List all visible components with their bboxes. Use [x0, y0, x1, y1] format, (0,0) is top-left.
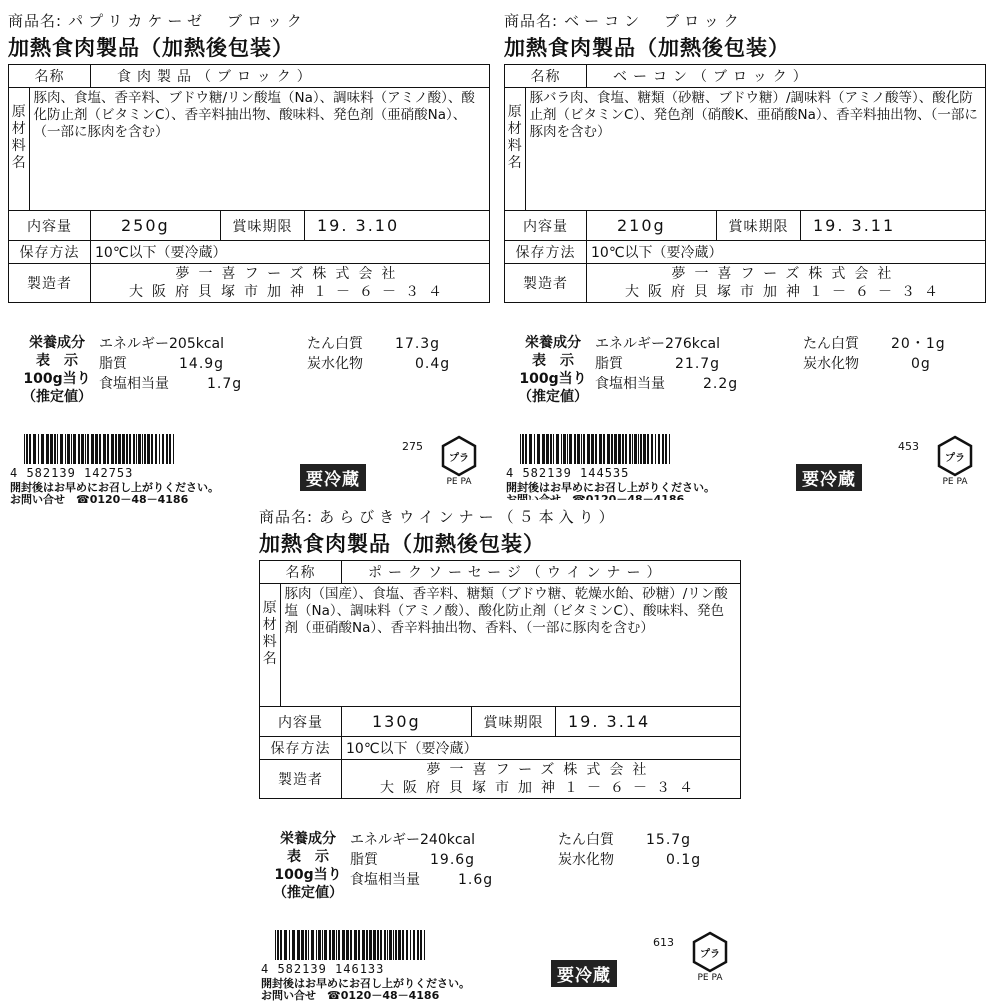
- note-open: 開封後はお早めにお召し上がりください。: [506, 481, 715, 494]
- barcode-bar: [60, 434, 63, 464]
- plastic-recycle-icon: [936, 434, 974, 486]
- note-contact: お問い合せ ☎0120－48－4186: [261, 989, 440, 1002]
- barcode-bar: [546, 434, 549, 464]
- barcode-bar: [387, 930, 388, 960]
- info-table: [504, 64, 986, 303]
- barcode-icon: [275, 930, 427, 960]
- recycle-mark: プラ: [945, 453, 965, 464]
- barcode-bar: [647, 434, 649, 464]
- barcode-bar: [591, 434, 594, 464]
- product-name: パプリカケーゼ ブロック: [68, 12, 307, 30]
- carb-label: 炭水化物: [803, 356, 859, 372]
- barcode-bar: [569, 434, 572, 464]
- barcode-bar: [614, 434, 617, 464]
- barcode-bar: [85, 434, 86, 464]
- maker-value: [91, 264, 490, 303]
- ingredients-text: 豚肉（国産）、食塩、香辛料、糖類（ブドウ糖、乾燥水飴、砂糖）/リン酸塩（Na）、調味料（アミノ酸）、酸化防止剤（ビタミンC）、酸味料、発色剤（亜硝酸Na）、香辛料抽出物、香料、（一部に豚肉を含む）: [284, 586, 728, 636]
- barcode-bar: [420, 930, 422, 960]
- shomikigen-value: 19. 3.11: [801, 211, 986, 241]
- note-open: 開封後はお早めにお召し上がりください。: [261, 977, 470, 990]
- barcode-bar: [581, 434, 582, 464]
- refrigerate-stamp: 要冷蔵: [551, 960, 617, 987]
- barcode-bar: [595, 434, 597, 464]
- barcode-bar: [338, 930, 340, 960]
- barcode-bar: [50, 434, 53, 464]
- shomikigen-label: 賞味期限: [472, 707, 556, 737]
- barcode-bar: [658, 434, 660, 464]
- energy-label: エネルギー: [350, 832, 420, 848]
- barcode-bar: [398, 930, 401, 960]
- barcode-bar: [162, 434, 164, 464]
- naiyoryo-value: 130g: [342, 707, 472, 737]
- barcode-bar: [634, 434, 637, 464]
- barcode-bar: [643, 434, 646, 464]
- barcode-bar: [362, 930, 365, 960]
- carb-value: 0.1g: [666, 852, 702, 868]
- fat-value: 21.7g: [675, 356, 721, 372]
- barcode-bar: [336, 930, 337, 960]
- barcode-bar: [118, 434, 121, 464]
- protein-value: 17.3g: [395, 336, 441, 352]
- barcode-bar: [133, 434, 135, 464]
- barcode-bar: [67, 434, 70, 464]
- barcode-digits: 4 582139 142753: [10, 466, 134, 480]
- fat-label: 脂質: [99, 356, 127, 372]
- barcode-bar: [38, 434, 39, 464]
- barcode-bar: [567, 434, 568, 464]
- carb-label: 炭水化物: [307, 356, 363, 372]
- barcode-bar: [550, 434, 552, 464]
- barcode-bar: [126, 434, 128, 464]
- product-name-label: 商品名:: [8, 12, 63, 30]
- barcode-bar: [534, 434, 535, 464]
- barcode-bar: [129, 434, 131, 464]
- barcode-bar: [324, 930, 327, 960]
- product-name: ベーコン ブロック: [564, 12, 744, 30]
- hozon-label: 保存方法: [505, 241, 587, 264]
- protein-value: 20・1g: [891, 336, 946, 352]
- barcode-bar: [41, 434, 44, 464]
- barcode-bar: [332, 930, 335, 960]
- salt-label: 食塩相当量: [350, 872, 420, 888]
- barcode-bar: [297, 930, 300, 960]
- recycle-materials: PE PA: [942, 477, 968, 486]
- energy-label: エネルギー: [99, 336, 169, 352]
- energy-label: エネルギー: [595, 336, 665, 352]
- plastic-recycle-icon: [691, 930, 729, 982]
- carb-value: 0g: [911, 356, 931, 372]
- barcode-bar: [275, 930, 276, 960]
- info-table: [8, 64, 490, 303]
- protein-value: 15.7g: [646, 832, 692, 848]
- barcode-bar: [384, 930, 386, 960]
- naiyoryo-label: 内容量: [505, 211, 587, 241]
- barcode-bar: [583, 434, 585, 464]
- shomikigen-value: 19. 3.14: [556, 707, 741, 737]
- salt-value: 2.2g: [703, 376, 739, 392]
- code-number: 275: [402, 440, 423, 453]
- nutrition-title: 栄養成分 表 示 100g当り （推定値）: [22, 335, 92, 405]
- refrigerate-stamp: 要冷蔵: [796, 464, 862, 491]
- barcode-bar: [316, 930, 317, 960]
- recycle-mark: プラ: [700, 949, 720, 960]
- seizo-label: 製造者: [9, 264, 91, 303]
- hozon-label: 保存方法: [260, 737, 342, 760]
- barcode-digits: 4 582139 146133: [261, 962, 385, 976]
- barcode-bar: [159, 434, 160, 464]
- barcode-bar: [33, 434, 36, 464]
- barcode-bar: [329, 930, 331, 960]
- ingredients-label: 原 材 料 名: [505, 88, 525, 210]
- barcode-bar: [522, 434, 524, 464]
- meisho-value: ポークソーセージ（ウインナー）: [342, 561, 741, 584]
- barcode-bar: [556, 434, 559, 464]
- barcode-bar: [632, 434, 633, 464]
- label-heading: 加熱食肉製品（加熱後包装）: [504, 36, 790, 60]
- barcode-bar: [54, 434, 56, 464]
- naiyoryo-value: 250g: [91, 211, 221, 241]
- barcode-bar: [26, 434, 28, 464]
- barcode-bar: [107, 434, 109, 464]
- barcode-bar: [665, 434, 667, 464]
- barcode-bar: [395, 930, 397, 960]
- hozon-label: 保存方法: [9, 241, 91, 264]
- barcode-bar: [607, 434, 610, 464]
- barcode-bar: [151, 434, 153, 464]
- contact-note: [261, 978, 470, 1002]
- recycle-materials: PE PA: [697, 973, 723, 982]
- barcode-bar: [29, 434, 31, 464]
- plastic-recycle-icon: [440, 434, 478, 486]
- fat-label: 脂質: [350, 852, 378, 868]
- note-open: 開封後はお早めにお召し上がりください。: [10, 481, 219, 494]
- barcode-bar: [603, 434, 605, 464]
- barcode-bar: [136, 434, 137, 464]
- barcode-bar: [81, 434, 84, 464]
- ingredients-text: 豚肉、食塩、香辛料、ブドウ糖/リン酸塩（Na）、調味料（アミノ酸）、酸化防止剤（ビタミンC）、香辛料抽出物、酸味料、発色剤（亜硝酸Na）、（一部に豚肉を含む）: [33, 90, 475, 140]
- naiyoryo-label: 内容量: [260, 707, 342, 737]
- meisho-value: ベーコン（ブロック）: [587, 65, 986, 88]
- barcode-bar: [622, 434, 624, 464]
- seizo-label: 製造者: [260, 760, 342, 799]
- meisho-value: 食肉製品（ブロック）: [91, 65, 490, 88]
- barcode-bar: [406, 930, 408, 960]
- barcode-bar: [322, 930, 323, 960]
- barcode-bar: [111, 434, 114, 464]
- shomikigen-label: 賞味期限: [717, 211, 801, 241]
- seizo-label: 製造者: [505, 264, 587, 303]
- barcode-bar: [574, 434, 576, 464]
- hozon-value: 10℃以下（要冷蔵）: [587, 241, 986, 264]
- barcode-bar: [280, 930, 282, 960]
- barcode-bar: [46, 434, 49, 464]
- barcode-bar: [142, 434, 143, 464]
- protein-label: たん白質: [803, 336, 859, 352]
- note-contact: お問い合せ ☎0120－48－4186: [10, 493, 189, 506]
- barcode-bar: [373, 930, 376, 960]
- meisho-label: 名称: [505, 65, 587, 88]
- meisho-label: 名称: [260, 561, 342, 584]
- barcode-bar: [599, 434, 602, 464]
- protein-label: たん白質: [307, 336, 363, 352]
- barcode-bar: [377, 930, 379, 960]
- barcode-bar: [417, 930, 419, 960]
- shomikigen-label: 賞味期限: [221, 211, 305, 241]
- ingredients-label: 原 材 料 名: [260, 584, 280, 706]
- protein-label: たん白質: [558, 832, 614, 848]
- barcode-bar: [669, 434, 670, 464]
- barcode-bar: [638, 434, 639, 464]
- barcode-bar: [103, 434, 106, 464]
- barcode-bar: [71, 434, 72, 464]
- energy-value: 276kcal: [665, 336, 720, 352]
- barcode-bar: [24, 434, 25, 464]
- code-number: 453: [898, 440, 919, 453]
- barcode-bar: [611, 434, 613, 464]
- barcode-bar: [166, 434, 168, 464]
- nutrition-title: 栄養成分 表 示 100g当り （推定値）: [518, 335, 588, 405]
- recycle-mark: プラ: [449, 453, 469, 464]
- maker-name: 夢一喜フーズ株式会社: [426, 762, 656, 778]
- barcode-bar: [346, 930, 349, 960]
- maker-value: [342, 760, 741, 799]
- barcode-bar: [413, 930, 415, 960]
- maker-address: 大阪府貝塚市加神１－６－３４: [380, 780, 702, 796]
- product-name-line: [259, 506, 619, 527]
- barcode-bar: [138, 434, 141, 464]
- barcode-bar: [389, 930, 392, 960]
- carb-value: 0.4g: [415, 356, 451, 372]
- product-label: [4, 4, 494, 504]
- barcode-bar: [380, 930, 382, 960]
- barcode-bar: [402, 930, 404, 960]
- nutrition-title: 栄養成分 表 示 100g当り （推定値）: [273, 831, 343, 901]
- ingredients-label: 原 材 料 名: [9, 88, 29, 210]
- hozon-value: 10℃以下（要冷蔵）: [91, 241, 490, 264]
- barcode-bar: [577, 434, 580, 464]
- barcode-bar: [625, 434, 627, 464]
- barcode-bar: [342, 930, 345, 960]
- barcode-bar: [529, 434, 532, 464]
- barcode-bar: [618, 434, 621, 464]
- barcode-bar: [122, 434, 125, 464]
- barcode-bar: [350, 930, 352, 960]
- barcode-bar: [311, 930, 314, 960]
- barcode-bar: [629, 434, 631, 464]
- ingredients-text: 豚バラ肉、食塩、糖類（砂糖、ブドウ糖）/調味料（アミノ酸等）、酸化防止剤（ビタミンC）、発色剤（硝酸K、亜硝酸Na）、香辛料抽出物、（一部に豚肉を含む）: [529, 90, 978, 140]
- maker-name: 夢一喜フーズ株式会社: [175, 266, 405, 282]
- barcode-bar: [655, 434, 656, 464]
- barcode-bar: [553, 434, 554, 464]
- maker-value: [587, 264, 986, 303]
- barcode-bar: [147, 434, 150, 464]
- barcode-bar: [318, 930, 321, 960]
- salt-label: 食塩相当量: [99, 376, 169, 392]
- barcode-bar: [155, 434, 157, 464]
- barcode-bar: [289, 930, 290, 960]
- barcode-bar: [651, 434, 653, 464]
- energy-value: 240kcal: [420, 832, 475, 848]
- product-name-label: 商品名:: [259, 508, 314, 526]
- barcode-icon: [520, 434, 672, 464]
- code-number: 613: [653, 936, 674, 949]
- meisho-label: 名称: [9, 65, 91, 88]
- product-name-line: [8, 10, 307, 31]
- barcode-bar: [393, 930, 394, 960]
- barcode-bar: [292, 930, 295, 960]
- fat-label: 脂質: [595, 356, 623, 372]
- barcode-bar: [410, 930, 411, 960]
- contact-note: [10, 482, 219, 506]
- barcode-bar: [561, 434, 562, 464]
- barcode-bar: [587, 434, 590, 464]
- hozon-value: 10℃以下（要冷蔵）: [342, 737, 741, 760]
- product-label: [500, 4, 990, 504]
- barcode-bar: [277, 930, 279, 960]
- barcode-bar: [563, 434, 566, 464]
- label-heading: 加熱食肉製品（加熱後包装）: [259, 532, 545, 556]
- fat-value: 14.9g: [179, 356, 225, 372]
- barcode-bar: [424, 930, 425, 960]
- product-label: [255, 500, 745, 1000]
- salt-value: 1.7g: [207, 376, 243, 392]
- barcode-bar: [520, 434, 521, 464]
- barcode-bar: [308, 930, 309, 960]
- barcode-bar: [525, 434, 527, 464]
- barcode-bar: [284, 930, 287, 960]
- maker-name: 夢一喜フーズ株式会社: [671, 266, 901, 282]
- naiyoryo-value: 210g: [587, 211, 717, 241]
- naiyoryo-label: 内容量: [9, 211, 91, 241]
- maker-address: 大阪府貝塚市加神１－６－３４: [625, 284, 947, 300]
- barcode-bar: [640, 434, 642, 464]
- barcode-bar: [305, 930, 307, 960]
- barcode-bar: [115, 434, 117, 464]
- barcode-bar: [173, 434, 174, 464]
- barcode-bar: [99, 434, 101, 464]
- recycle-materials: PE PA: [446, 477, 472, 486]
- barcode-bar: [358, 930, 360, 960]
- barcode-bar: [366, 930, 368, 960]
- maker-address: 大阪府貝塚市加神１－６－３４: [129, 284, 451, 300]
- barcode-bar: [73, 434, 76, 464]
- barcode-bar: [144, 434, 146, 464]
- product-name: あらびきウインナー（５本入り）: [319, 508, 619, 526]
- barcode-bar: [301, 930, 304, 960]
- barcode-icon: [24, 434, 176, 464]
- salt-label: 食塩相当量: [595, 376, 665, 392]
- barcode-bar: [65, 434, 66, 464]
- shomikigen-value: 19. 3.10: [305, 211, 490, 241]
- refrigerate-stamp: 要冷蔵: [300, 464, 366, 491]
- barcode-bar: [542, 434, 545, 464]
- barcode-bar: [662, 434, 664, 464]
- product-name-line: [504, 10, 744, 31]
- barcode-bar: [369, 930, 372, 960]
- fat-value: 19.6g: [430, 852, 476, 868]
- label-heading: 加熱食肉製品（加熱後包装）: [8, 36, 294, 60]
- barcode-bar: [169, 434, 171, 464]
- barcode-bar: [354, 930, 357, 960]
- barcode-bar: [95, 434, 98, 464]
- barcode-bar: [87, 434, 89, 464]
- barcode-bar: [57, 434, 58, 464]
- barcode-bar: [537, 434, 540, 464]
- info-table: [259, 560, 741, 799]
- product-name-label: 商品名:: [504, 12, 559, 30]
- barcode-bar: [91, 434, 94, 464]
- energy-value: 205kcal: [169, 336, 224, 352]
- barcode-bar: [78, 434, 80, 464]
- barcode-digits: 4 582139 144535: [506, 466, 630, 480]
- carb-label: 炭水化物: [558, 852, 614, 868]
- salt-value: 1.6g: [458, 872, 494, 888]
